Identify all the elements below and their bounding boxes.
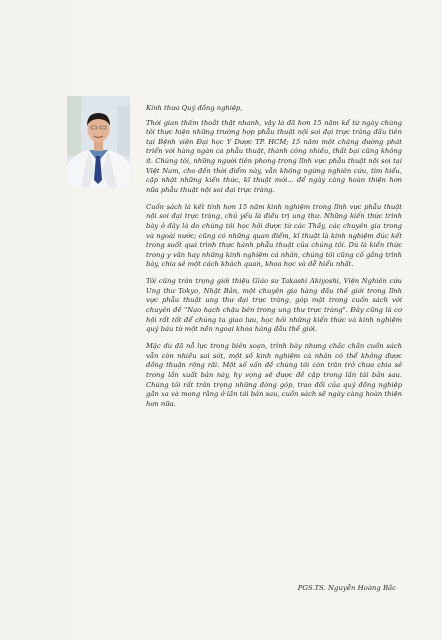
author-portrait-icon bbox=[67, 96, 130, 187]
author-portrait bbox=[67, 96, 130, 187]
preface-letter bbox=[146, 104, 402, 417]
preface-paragraph: Thời gian thấm thoắt thật nhanh, vậy là đã hơn 15 năm kể từ ngày chúng tôi thực hiện những trường hợp phẫu thuật nội soi đại trực tràng đầu tiên tại Bệnh viện Đại học Y Dược TP. HCM; 15 năm một chặng đường phát triển với hàng ngàn ca phẫu thuật, thành công nhiều, thất bại cũng không ít. Chúng tôi, những người tiên phong trong lĩnh vực phẫu thuật nội soi tại Việt Nam, cho đến thời điểm này, vẫn không ngừng nghiên cứu, tìm hiểu, cập nhật những kiến thức, kĩ thuật mới... để ngày càng hoàn thiện hơn nữa phẫu thuật nội soi đại trực tràng. bbox=[146, 118, 402, 194]
preface-paragraph: Cuốn sách là kết tinh hơn 15 năm kinh nghiệm trong lĩnh vực phẫu thuật nội soi đại trực tràng, chủ yếu là điều trị ung thư. Những kiến thức trình bày ở đây là do chúng tôi học hỏi được từ các Thầy, các chuyên gia trong và ngoài nước; cũng có những quan điểm, kĩ thuật là kinh nghiệm đúc kết trong suốt quá trình thực hành phẫu thuật của chúng tôi. Dù là kiến thức trong y văn hay những kinh nghiệm cá nhân, chúng tôi cũng cố gắng trình bày, chia sẻ một cách khách quan, khoa học và dễ hiểu nhất. bbox=[146, 202, 402, 269]
author-signature: PGS.TS. Nguyễn Hoàng Bắc bbox=[297, 584, 396, 592]
preface-paragraph: Tôi cũng trân trọng giới thiệu Giáo sư Takashi Akiyoshi, Viện Nghiên cứu Ung thư Tokyo, Nhật Bản, một chuyên gia hàng đầu thế giới trong lĩnh vực phẫu thuật ung thư đại trực tràng, góp mặt trong cuốn sách với chuyên đề "Nạo hạch chậu bên trong ung thư trực tràng". Đây cũng là cơ hội rất tốt để chúng ta giao lưu, học hỏi những kiến thức và kinh nghiệm quý báu từ một nền ngoại khoa hàng đầu thế giới. bbox=[146, 277, 402, 334]
preface-paragraph: Mặc dù đã nỗ lực trong biên soạn, trình bày nhưng chắc chắn cuốn sách vẫn còn nhiều sai sót, một số kinh nghiệm cá nhân có thể không được đồng thuận rộng rãi. Một số vấn đề chúng tôi còn trăn trở chưa chia sẻ trong lần xuất bản này, hy vọng sẽ được đề cập trong lần tái bản sau. Chúng tôi rất trân trọng những đóng góp, trao đổi của quý đồng nghiệp gần xa và mong rằng ở lần tái bản sau, cuốn sách sẽ ngày càng hoàn thiện hơn nữa. bbox=[146, 342, 402, 408]
salutation: Kính thưa Quý đồng nghiệp, bbox=[146, 104, 243, 112]
